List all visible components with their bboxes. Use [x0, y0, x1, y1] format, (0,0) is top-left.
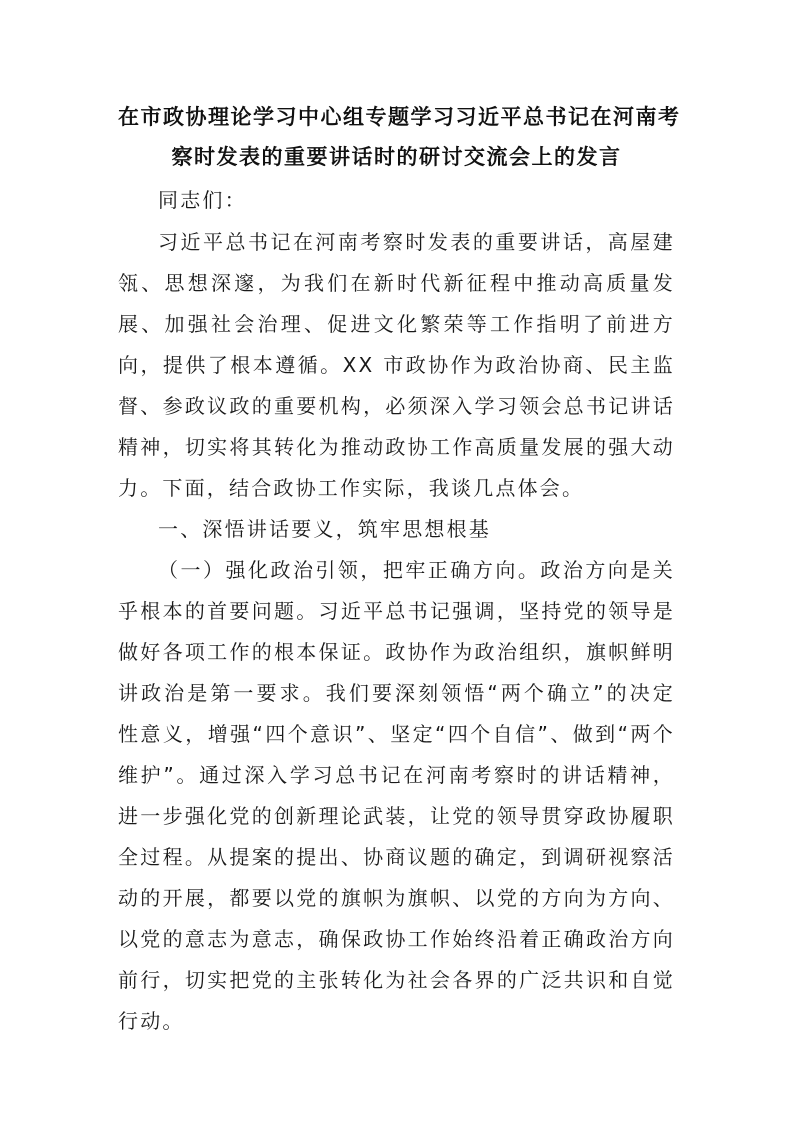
document-title-line-1: 在市政协理论学习中心组专题学习习近平总书记在河南考 — [118, 104, 681, 129]
section-heading: 一、深悟讲话要义，筑牢思想根基 — [158, 517, 491, 541]
paragraph-section-1-1: （一）强化政治引领，把牢正确方向。政治方向是关乎根本的首要问题。习近平总书记强调，坚持党的领导是做好各项工作的根本保证。政协作为政治组织，旗帜鲜明讲政治是第一要求。我们要深刻领悟“两个确立”的决定性意义，增强“四个意识”、坚定“四个自信”、做到“两个维护”。通过深入学习总书记在河南考察时的讲话精神，进一步强化党的创新理论武装，让党的领导贯穿政协履职全过程。从提案的提出、协商议题的确定，到调研视察活动的开展，都要以党的旗帜为旗帜、以党的方向为方向、以党的意志为意志，确保政协工作始终沿着正确政治方向前行，切实把党的主张转化为社会各界的广泛共识和自觉行动。 — [118, 558, 675, 1033]
document-title-line-2: 察时发表的重要讲话时的研讨交流会上的发言 — [171, 144, 622, 169]
paragraph-intro: 习近平总书记在河南考察时发表的重要讲话，高屋建瓴、思想深邃，为我们在新时代新征程中推动高质量发展、加强社会治理、促进文化繁荣等工作指明了前进方向，提供了根本遵循。XX 市政协作为政治协商、民主监督、参政议政的重要机构，必须深入学习领会总书记讲话精神，切实将其转化为推动政协工作高质量发展的强大动力。下面，结合政协工作实际，我谈几点体会。 — [118, 230, 675, 500]
salutation: 同志们： — [158, 188, 247, 212]
document-body — [118, 180, 675, 1042]
